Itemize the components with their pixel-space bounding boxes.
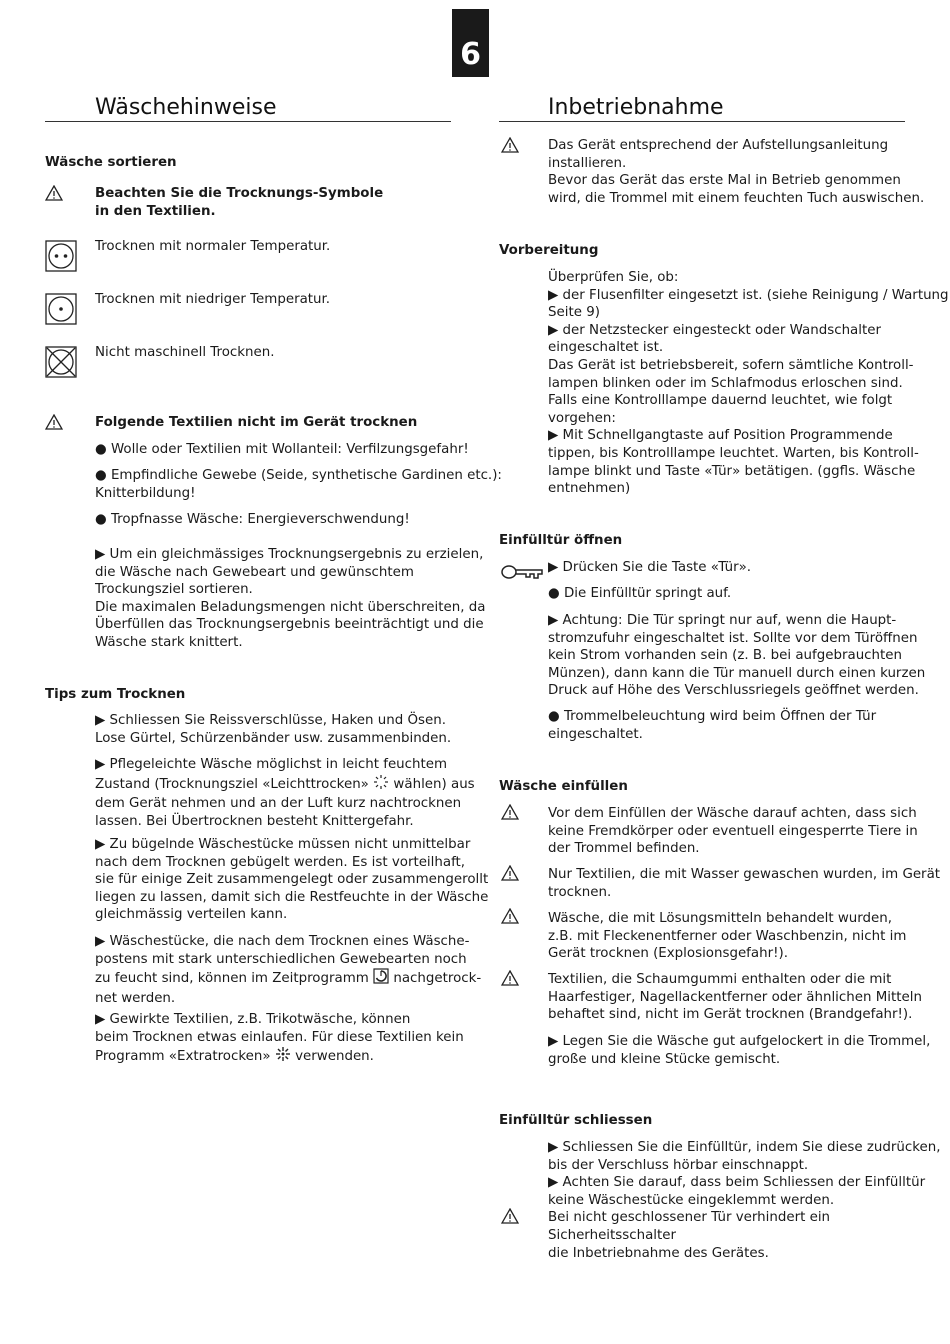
text-fragment: verwenden. bbox=[295, 1049, 374, 1065]
text-line: trocknen. bbox=[548, 884, 612, 900]
tumble-dry-normal-icon bbox=[45, 240, 77, 272]
open-step-4 bbox=[548, 708, 876, 743]
text-line: Die maximalen Beladungsmengen nicht überschreiten, da bbox=[95, 599, 486, 615]
text-line: Das Gerät entsprechend der Aufstellungsanleitung bbox=[548, 138, 889, 153]
text-line bbox=[95, 774, 475, 796]
no-dry-item-2-line-1: ● Empfindliche Gewebe (Seide, synthetische Gardinen etc.): bbox=[95, 468, 502, 483]
symbol-1-text: Trocknen mit normaler Temperatur. bbox=[95, 239, 331, 254]
text-fragment: nachgetrock- bbox=[393, 971, 482, 987]
text-line: Gerät trocknen (Explosionsgefahr!). bbox=[548, 946, 788, 962]
text-line: lampen blinken oder im Schlafmodus erloschen sind. bbox=[548, 375, 903, 391]
open-step-2: ● Die Einfülltür springt auf. bbox=[548, 586, 732, 601]
close-heading: Einfülltür schliessen bbox=[499, 1113, 653, 1128]
right-title-rule bbox=[499, 121, 905, 122]
intro-paragraph bbox=[548, 137, 924, 207]
text-line: die Wäsche nach Gewebeart und gewünschtem bbox=[95, 564, 414, 580]
text-line: die Inbetriebnahme des Gerätes. bbox=[548, 1245, 769, 1261]
text-line: Bevor das Gerät das erste Mal in Betrieb genommen bbox=[548, 173, 901, 189]
left-title-rule bbox=[45, 121, 451, 122]
text-line: sie für einige Zeit zusammengelegt oder zusammengerollt bbox=[95, 872, 489, 888]
page-number-tab: 6 bbox=[452, 9, 489, 77]
text-line: ▶ Schliessen Sie Reissverschlüsse, Haken und Ösen. bbox=[95, 713, 447, 728]
text-line: keine Wäschestücke eingeklemmt werden. bbox=[548, 1192, 835, 1208]
text-line: Seite 9) bbox=[548, 305, 600, 321]
text-line: dem Gerät nehmen und an der Luft kurz nachtrocknen bbox=[95, 796, 462, 812]
symbol-2-text: Trocknen mit niedriger Temperatur. bbox=[95, 292, 331, 307]
fill-heading: Wäsche einfüllen bbox=[499, 779, 628, 794]
do-not-tumble-dry-icon bbox=[45, 346, 77, 378]
text-line: kein Strom vorhanden sein (z. B. bei aufgebrauchten bbox=[548, 648, 903, 664]
right-section-title: Inbetriebnahme bbox=[548, 95, 724, 120]
text-line: Textilien, die Schaumgummi enthalten oder die mit bbox=[548, 972, 892, 987]
text-fragment: zu feucht sind, können im Zeitprogramm bbox=[95, 971, 369, 987]
text-fragment: wählen) aus bbox=[393, 776, 475, 792]
tumble-dry-low-icon bbox=[45, 293, 77, 325]
text-line: eingeschaltet ist. bbox=[548, 340, 664, 356]
text-line: Trockungsziel sortieren. bbox=[95, 582, 253, 598]
tip-4 bbox=[95, 933, 481, 1007]
text-line: nach dem Trocknen gebügelt werden. Es ist vorteilhaft, bbox=[95, 854, 466, 870]
text-line: ▶ der Netzstecker eingesteckt oder Wandschalter bbox=[548, 322, 881, 338]
sort-heading: Wäsche sortieren bbox=[45, 155, 177, 170]
text-line: liegen zu lassen, damit sich die Restfeuchte in der Wäsche bbox=[95, 889, 489, 905]
text-line: Bei nicht geschlossener Tür verhindert ein Sicherheitsschalter bbox=[548, 1210, 831, 1243]
text-line: Das Gerät ist betriebsbereit, sofern sämtliche Kontroll- bbox=[548, 357, 914, 373]
text-line: große und kleine Stücke gemischt. bbox=[548, 1051, 781, 1067]
text-line: ▶ Wäschestücke, die nach dem Trocknen eines Wäsche- bbox=[95, 934, 470, 949]
text-line: ▶ Mit Schnellgangtaste auf Position Programmende bbox=[548, 428, 893, 444]
warning-icon bbox=[501, 137, 519, 153]
text-line: wird, die Trommel mit einem feuchten Tuch auswischen. bbox=[548, 190, 925, 206]
tip-3 bbox=[95, 836, 488, 924]
text-line: entnehmen) bbox=[548, 481, 631, 497]
text-fragment: Zustand (Trocknungsziel «Leichttrocken» bbox=[95, 776, 369, 792]
fill-note-1 bbox=[548, 805, 918, 858]
key-icon bbox=[500, 563, 544, 587]
text-line: Vor dem Einfüllen der Wäsche darauf achten, dass sich bbox=[548, 806, 917, 821]
text-line: ▶ Gewirkte Textilien, z.B. Trikotwäsche, können bbox=[95, 1012, 411, 1027]
warning-icon bbox=[45, 414, 63, 430]
warning-icon bbox=[501, 804, 519, 820]
fill-note-4 bbox=[548, 971, 922, 1024]
text-line: Nur Textilien, die mit Wasser gewaschen wurden, im Gerät bbox=[548, 867, 941, 882]
text-line: eingeschaltet. bbox=[548, 726, 643, 742]
text-line: net werden. bbox=[95, 990, 176, 1006]
text-line: Überprüfen Sie, ob: bbox=[548, 270, 679, 285]
text-line: ▶ Pflegeleichte Wäsche möglichst in leicht feuchtem bbox=[95, 757, 448, 772]
text-line: gleichmässig verteilen kann. bbox=[95, 907, 288, 923]
warning-icon bbox=[501, 1208, 519, 1224]
open-step-1: ▶ Drücken Sie die Taste «Tür». bbox=[548, 560, 752, 575]
text-line: ▶ Achtung: Die Tür springt nur auf, wenn die Haupt- bbox=[548, 613, 897, 628]
text-line: Haarfestiger, Nagellackentferner oder ähnlichen Mitteln bbox=[548, 989, 922, 1005]
text-line bbox=[95, 968, 481, 990]
text-line: beim Trocknen etwas einlaufen. Für diese Textilien kein bbox=[95, 1029, 464, 1045]
open-step-3 bbox=[548, 612, 925, 700]
tip-2 bbox=[95, 756, 475, 830]
text-line: behaftet sind, nicht im Gerät trocknen (Brandgefahr!). bbox=[548, 1007, 913, 1023]
light-dry-icon bbox=[373, 774, 389, 796]
text-line: ▶ Legen Sie die Wäsche gut aufgelockert in die Trommel, bbox=[548, 1034, 931, 1049]
warning-icon bbox=[501, 970, 519, 986]
text-line: Falls eine Kontrolllampe dauernd leuchtet, wie folgt bbox=[548, 393, 893, 409]
text-line: Münzen), dann kann die Tür manuell durch einen kurzen bbox=[548, 665, 926, 681]
text-line: Überfüllen das Trocknungsergebnis beeinträchtigt und die bbox=[95, 617, 484, 633]
text-line: Druck auf Höhe des Verschlussriegels geöffnet werden. bbox=[548, 683, 919, 699]
warning-icon bbox=[45, 185, 63, 201]
text-line bbox=[95, 1046, 464, 1068]
fill-note-3 bbox=[548, 910, 906, 963]
tips-heading: Tips zum Trocknen bbox=[45, 687, 186, 702]
no-dry-heading: Folgende Textilien nicht im Gerät trocknen bbox=[95, 415, 418, 430]
text-line: postens mit stark unterschiedlichen Gewebearten noch bbox=[95, 951, 467, 967]
left-section-title: Wäschehinweise bbox=[95, 95, 277, 120]
text-line: z.B. mit Fleckenentferner oder Waschbenzin, nicht im bbox=[548, 928, 907, 944]
text-line: ● Trommelbeleuchtung wird beim Öffnen der Tür bbox=[548, 709, 877, 724]
sorting-paragraph bbox=[95, 546, 485, 652]
prep-heading: Vorbereitung bbox=[499, 243, 599, 258]
text-line: ▶ Um ein gleichmässiges Trocknungsergebnis zu erzielen, bbox=[95, 547, 484, 562]
fill-note-2 bbox=[548, 866, 940, 901]
text-line: installieren. bbox=[548, 155, 627, 171]
no-dry-item-2-line-2: Knitterbildung! bbox=[95, 486, 196, 501]
text-line: Lose Gürtel, Schürzenbänder usw. zusammenbinden. bbox=[95, 730, 452, 746]
no-dry-item-3: ● Tropfnasse Wäsche: Energieverschwendung! bbox=[95, 512, 410, 527]
symbols-note-line-1: Beachten Sie die Trocknungs-Symbole bbox=[95, 186, 384, 201]
text-line: keine Fremdkörper oder eventuell eingesperrte Tiere in bbox=[548, 823, 918, 839]
text-fragment: Programm «Extratrocken» bbox=[95, 1049, 271, 1065]
fill-note-5 bbox=[548, 1033, 930, 1068]
close-paragraph bbox=[548, 1139, 950, 1262]
no-dry-item-1: ● Wolle oder Textilien mit Wollanteil: Verfilzungsgefahr! bbox=[95, 442, 469, 457]
text-line: vorgehen: bbox=[548, 410, 616, 426]
warning-icon bbox=[501, 908, 519, 924]
text-line: bis der Verschluss hörbar einschnappt. bbox=[548, 1157, 809, 1173]
symbol-3-text: Nicht maschinell Trocknen. bbox=[95, 345, 275, 360]
text-line: ▶ Zu bügelnde Wäschestücke müssen nicht unmittelbar bbox=[95, 837, 471, 852]
text-line: ▶ Schliessen Sie die Einfülltür, indem Sie diese zudrücken, bbox=[548, 1140, 941, 1155]
text-line: lampe blinkt und Taste «Tür» betätigen. (ggfls. Wäsche bbox=[548, 463, 916, 479]
text-line: Wäsche, die mit Lösungsmitteln behandelt wurden, bbox=[548, 911, 893, 926]
text-line: tippen, bis Kontrolllampe leuchtet. Warten, bis Kontroll- bbox=[548, 445, 919, 461]
text-line: lassen. Bei Übertrocknen besteht Knittergefahr. bbox=[95, 813, 414, 829]
text-line: ▶ der Flusenfilter eingesetzt ist. (siehe Reinigung / Wartung bbox=[548, 287, 949, 303]
warning-icon bbox=[501, 865, 519, 881]
text-line: der Trommel befinden. bbox=[548, 841, 700, 857]
open-heading: Einfülltür öffnen bbox=[499, 533, 623, 548]
text-line: ▶ Achten Sie darauf, dass beim Schliessen der Einfülltür bbox=[548, 1175, 926, 1191]
tip-5 bbox=[95, 1011, 464, 1068]
text-line: stromzufuhr eingeschaltet ist. Sollte vor dem Türöffnen bbox=[548, 630, 918, 646]
timer-program-icon bbox=[373, 968, 389, 990]
text-line: Wäsche stark knittert. bbox=[95, 634, 243, 650]
symbols-note-line-2: in den Textilien. bbox=[95, 204, 216, 219]
extra-dry-icon bbox=[275, 1046, 291, 1068]
tip-1 bbox=[95, 712, 451, 747]
prep-paragraph bbox=[548, 269, 949, 498]
